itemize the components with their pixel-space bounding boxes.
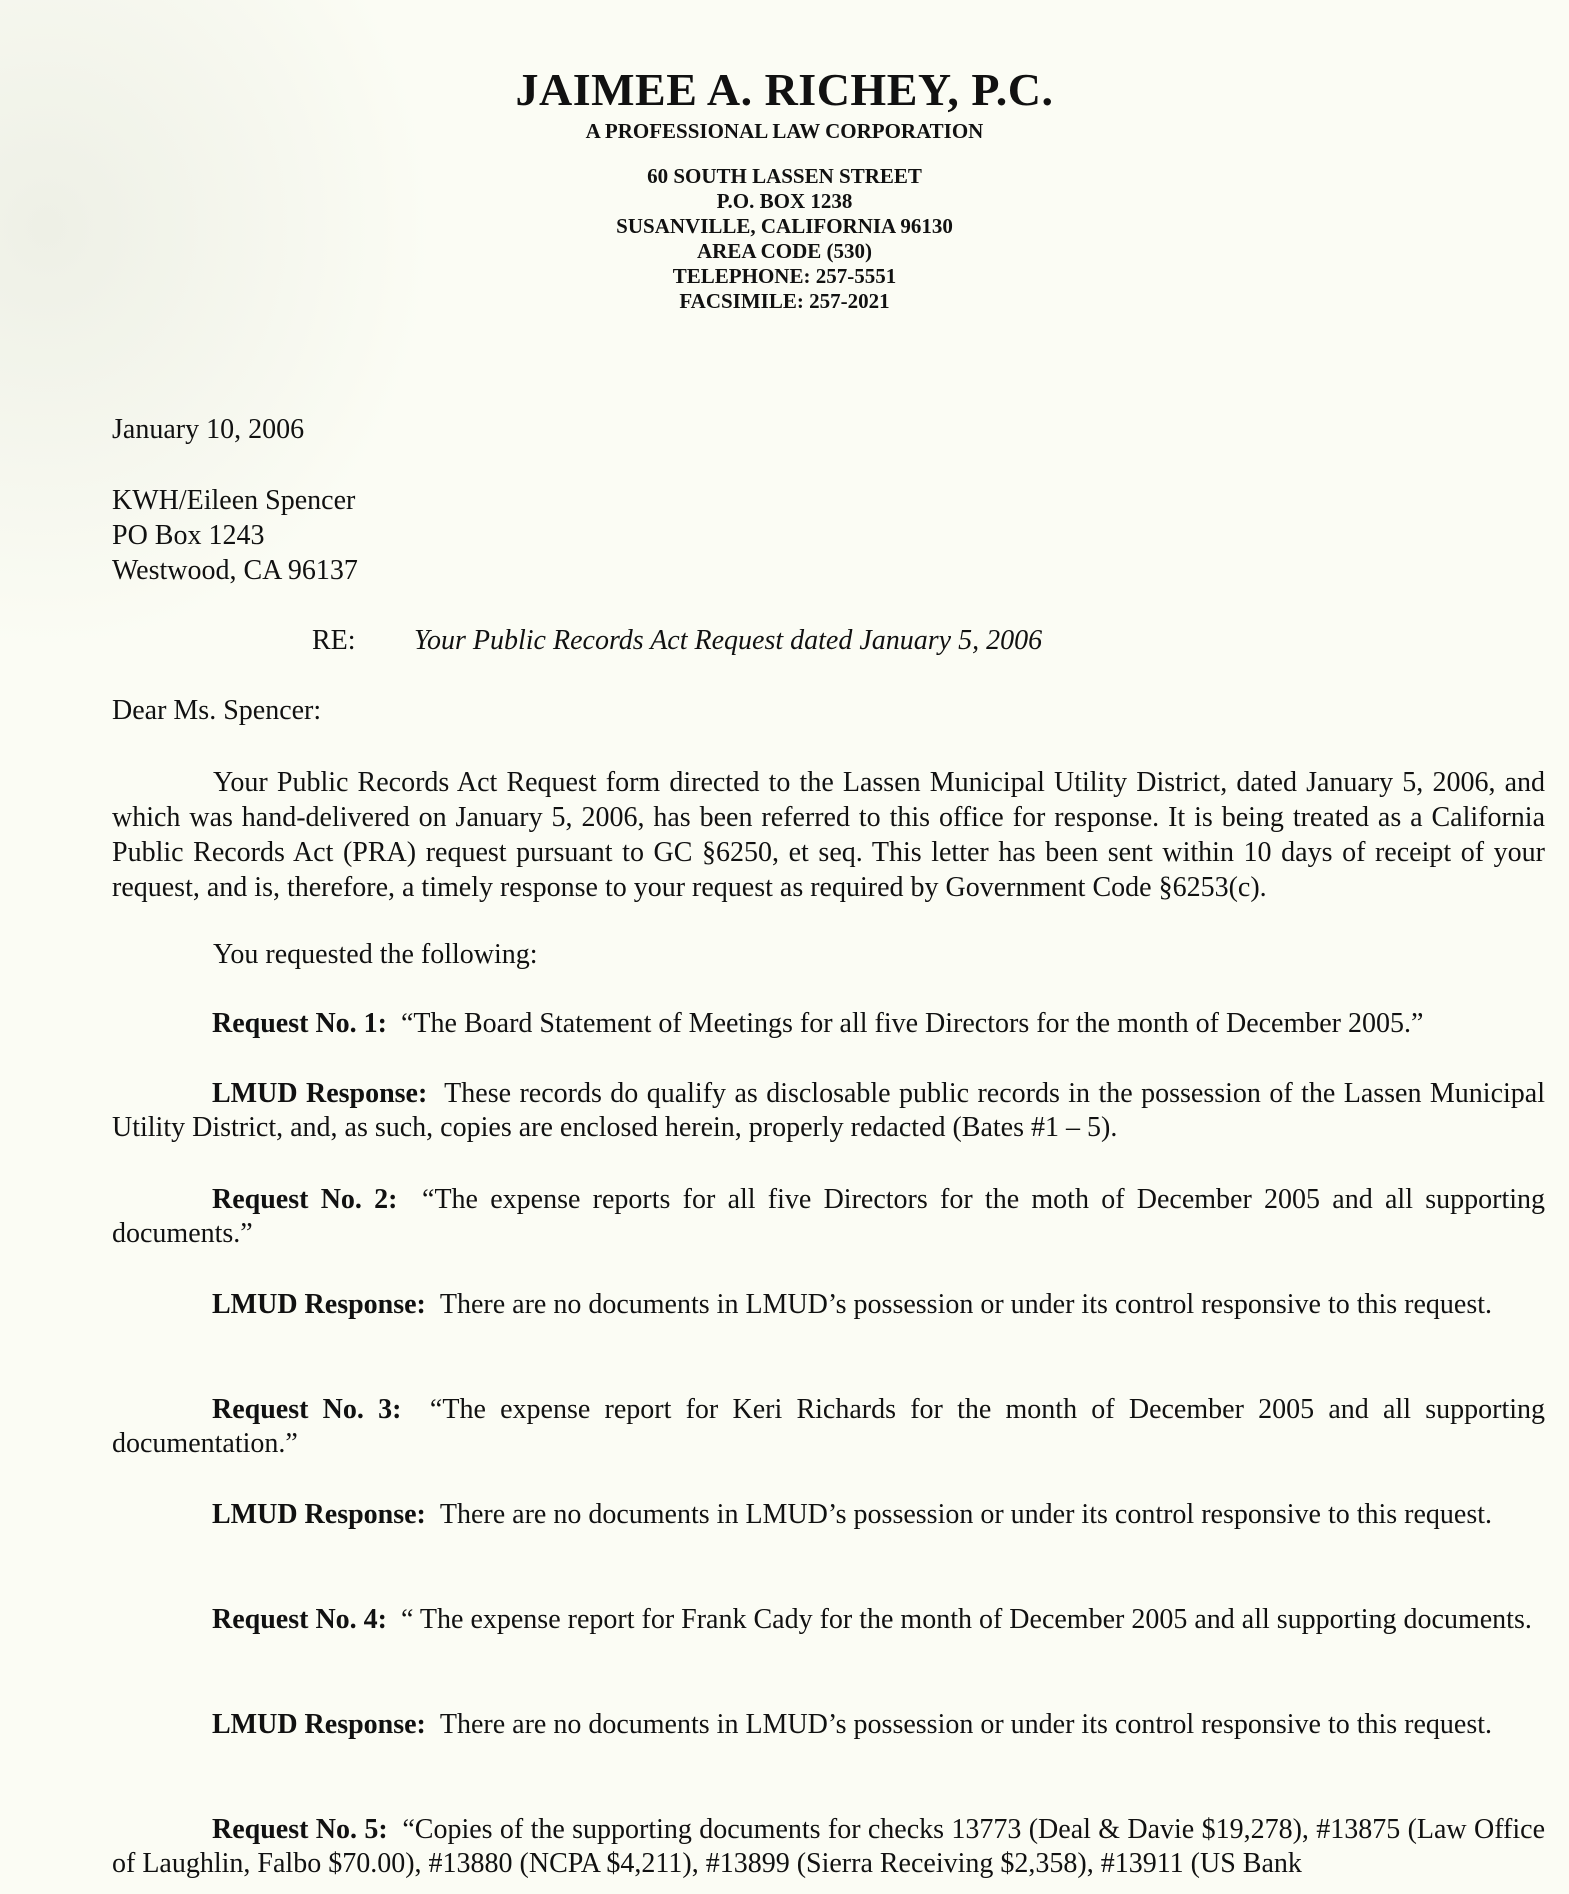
request-label: Request No. 5: bbox=[212, 1814, 388, 1845]
response-text: There are no documents in LMUD’s possession or under its control responsive to this request. bbox=[439, 1499, 1493, 1530]
follow-text: You requested the following: bbox=[213, 939, 538, 970]
letterhead bbox=[0, 62, 1569, 314]
address-facsimile: FACSIMILE: 257-2021 bbox=[679, 289, 890, 313]
intro-paragraph bbox=[112, 765, 1545, 905]
request-2 bbox=[112, 1183, 1545, 1251]
response-text: There are no documents in LMUD’s possession or under its control responsive to this request. bbox=[439, 1289, 1493, 1320]
request-text: “The expense report for Keri Richards for the month of December 2005 and all supporting documentation.” bbox=[112, 1394, 1545, 1459]
intro-text: Your Public Records Act Request form directed to the Lassen Municipal Utility District, dated January 5, 2006, and which was hand-delivered on January 5, 2006, has been referred to this office for response. It is being treated as a California Public Records Act (PRA) request pursuant to GC §6250, et seq. This letter has been sent within 10 days of receipt of your request, and is, therefore, a timely response to your request as required by Government Code §6253(c). bbox=[112, 767, 1545, 903]
letter-date: January 10, 2006 bbox=[112, 414, 305, 445]
request-text: “The Board Statement of Meetings for all five Directors for the month of December 2005.” bbox=[401, 1008, 1424, 1039]
follow-line bbox=[112, 937, 1545, 972]
request-label: Request No. 1: bbox=[212, 1008, 387, 1039]
address-city: SUSANVILLE, CALIFORNIA 96130 bbox=[616, 214, 953, 238]
response-label: LMUD Response: bbox=[212, 1499, 426, 1530]
response-1 bbox=[112, 1077, 1545, 1145]
request-text: “The expense reports for all five Directors for the moth of December 2005 and all supporting documents.” bbox=[112, 1184, 1546, 1249]
address-telephone: TELEPHONE: 257-5551 bbox=[672, 264, 897, 288]
re-line bbox=[312, 623, 1512, 658]
request-4 bbox=[112, 1603, 1545, 1637]
address-area-code: AREA CODE (530) bbox=[696, 239, 872, 263]
re-subject: Your Public Records Act Request dated January 5, 2006 bbox=[414, 625, 1043, 656]
request-label: Request No. 3: bbox=[212, 1394, 402, 1425]
recipient-address bbox=[112, 483, 1545, 588]
response-label: LMUD Response: bbox=[212, 1709, 426, 1740]
recipient-city: Westwood, CA 96137 bbox=[112, 555, 358, 586]
re-label: RE: bbox=[312, 625, 356, 656]
response-text: These records do qualify as disclosable public records in the possession of the Lassen Municipal Utility District, and, as such, copies are enclosed herein, properly redacted (Bates #1 – 5). bbox=[112, 1078, 1545, 1143]
request-text: “ The expense report for Frank Cady for the month of December 2005 and all supporting documents. bbox=[401, 1604, 1532, 1635]
salutation: Dear Ms. Spencer: bbox=[112, 695, 322, 726]
recipient-name: KWH/Eileen Spencer bbox=[112, 485, 356, 516]
firm-subtitle: A PROFESSIONAL LAW CORPORATION bbox=[585, 119, 984, 143]
response-text: There are no documents in LMUD’s possession or under its control responsive to this request. bbox=[439, 1709, 1493, 1740]
request-label: Request No. 4: bbox=[212, 1604, 387, 1635]
address-po-box: P.O. BOX 1238 bbox=[716, 189, 853, 213]
firm-name: JAIMEE A. RICHEY, P.C. bbox=[515, 64, 1054, 115]
firm-address bbox=[0, 164, 1569, 314]
response-2 bbox=[112, 1288, 1545, 1322]
response-label: LMUD Response: bbox=[212, 1078, 428, 1109]
response-4 bbox=[112, 1708, 1545, 1742]
request-3 bbox=[112, 1393, 1545, 1461]
request-5 bbox=[112, 1813, 1545, 1881]
response-3 bbox=[112, 1498, 1545, 1532]
request-1 bbox=[112, 1007, 1545, 1041]
recipient-po-box: PO Box 1243 bbox=[112, 520, 265, 551]
request-text: “Copies of the supporting documents for checks 13773 (Deal & Davie $19,278), #13875 (Law Office of Laughlin, Falbo $70.00), #13880 (NCPA $4,211), #13899 (Sierra Receiving $2,358), #13911 (US Bank bbox=[112, 1814, 1545, 1879]
address-street: 60 SOUTH LASSEN STREET bbox=[647, 164, 922, 188]
response-label: LMUD Response: bbox=[212, 1289, 426, 1320]
request-label: Request No. 2: bbox=[212, 1184, 398, 1215]
